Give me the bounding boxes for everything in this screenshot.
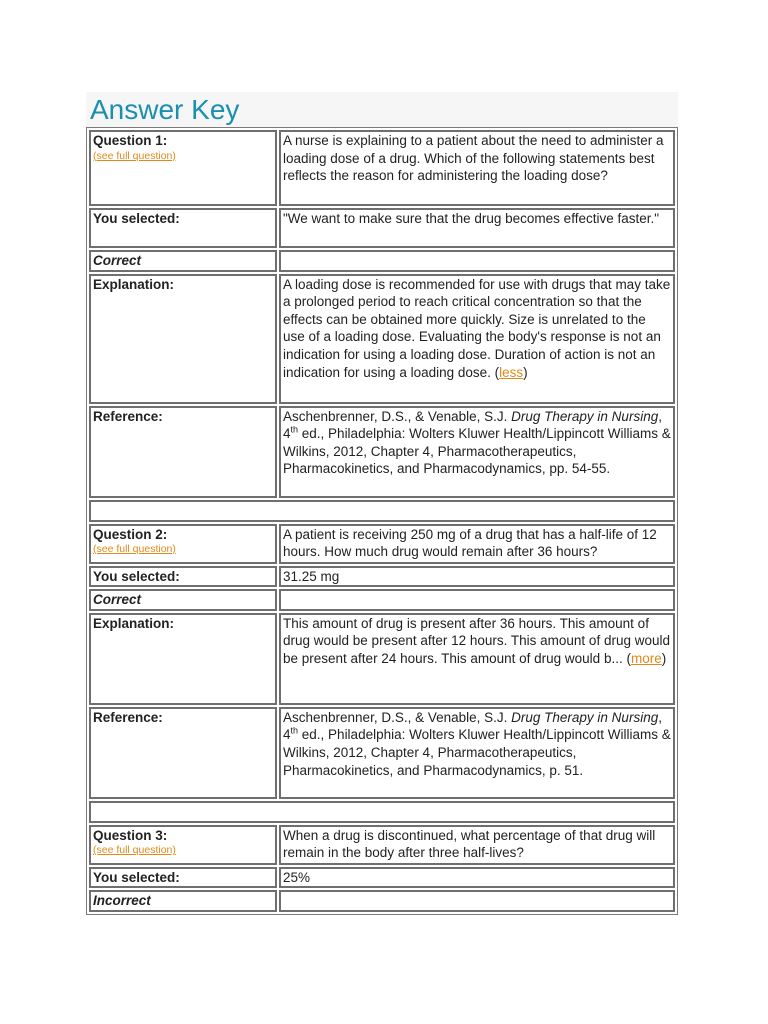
selected-answer: 25% bbox=[279, 867, 675, 889]
selected-row bbox=[89, 566, 675, 588]
separator-row bbox=[89, 801, 675, 823]
ref-rest: ed., Philadelphia: Wolters Kluwer Health/Lippincott Williams & Wilkins, 2012, Chapter 4, Pharmacotherapeutics, Pharmacokinetics, and Pharmacodynamics, p. 51. bbox=[283, 727, 671, 778]
separator-cell bbox=[89, 500, 675, 522]
see-full-question-link[interactable]: (see full question) bbox=[93, 543, 176, 556]
reference-label: Reference: bbox=[89, 707, 277, 799]
question-text: A patient is receiving 250 mg of a drug that has a half-life of 12 hours. How much drug would remain after 36 hours? bbox=[279, 524, 675, 564]
selected-answer: 31.25 mg bbox=[279, 566, 675, 588]
explanation-row bbox=[89, 274, 675, 404]
selected-label: You selected: bbox=[89, 867, 277, 889]
reference-label: Reference: bbox=[89, 406, 277, 498]
see-full-question-link[interactable]: (see full question) bbox=[93, 844, 176, 857]
result-row bbox=[89, 250, 675, 272]
result-correct: Correct bbox=[89, 250, 277, 272]
question-label: Question 3: bbox=[93, 827, 168, 843]
result-incorrect: Incorrect bbox=[89, 890, 277, 912]
selected-row bbox=[89, 867, 675, 889]
page-title: Answer Key bbox=[90, 94, 240, 125]
question-label-cell bbox=[89, 825, 277, 865]
question-row bbox=[89, 130, 675, 206]
question-text: When a drug is discontinued, what percentage of that drug will remain in the body after three half-lives? bbox=[279, 825, 675, 865]
explanation-label: Explanation: bbox=[89, 613, 277, 705]
question-row bbox=[89, 825, 675, 865]
selected-answer: "We want to make sure that the drug becomes effective faster." bbox=[279, 208, 675, 248]
reference-row bbox=[89, 707, 675, 799]
question-label-cell bbox=[89, 524, 277, 564]
ref-edition: , 4 bbox=[283, 709, 662, 743]
result-empty-cell bbox=[279, 890, 675, 912]
selected-row bbox=[89, 208, 675, 248]
ref-title: Drug Therapy in Nursing bbox=[511, 408, 659, 424]
question-text: A nurse is explaining to a patient about the need to administer a loading dose of a drug. Which of the following statements best reflects the reason for administering the loading dose? bbox=[279, 130, 675, 206]
see-full-question-link[interactable]: (see full question) bbox=[93, 149, 176, 162]
result-row bbox=[89, 589, 675, 611]
selected-label: You selected: bbox=[89, 208, 277, 248]
result-empty-cell bbox=[279, 250, 675, 272]
title-bar bbox=[86, 92, 678, 128]
more-link[interactable]: more bbox=[630, 650, 662, 666]
ref-title: Drug Therapy in Nursing bbox=[511, 709, 659, 725]
reference-row bbox=[89, 406, 675, 498]
answer-key-table bbox=[86, 127, 678, 915]
selected-label: You selected: bbox=[89, 566, 277, 588]
ref-rest: ed., Philadelphia: Wolters Kluwer Health/Lippincott Williams & Wilkins, 2012, Chapter 4, Pharmacotherapeutics, Pharmacokinetics, and Pharmacodynamics, pp. 54-55. bbox=[283, 426, 671, 477]
ref-authors: Aschenbrenner, D.S., & Venable, S.J. bbox=[283, 709, 512, 725]
explanation-paren: ) bbox=[661, 650, 667, 666]
question-label: Question 1: bbox=[93, 133, 168, 148]
less-link[interactable]: less bbox=[499, 364, 524, 380]
ref-edition: , 4 bbox=[283, 408, 662, 442]
explanation-body: A loading dose is recommended for use with drugs that may take a prolonged period to reach critical concentration so that the effects can be obtained more quickly. Size is unrelated to the use of a loading dose. Evaluating the body's response is not an indication for using a loading dose. Duration of action is not an indication for using a loading dose. ( bbox=[283, 276, 671, 380]
explanation-body: This amount of drug is present after 36 hours. This amount of drug would be present after 12 hours. This amount of drug would be present after 24 hours. This amount of drug would b... ( bbox=[283, 615, 670, 666]
explanation-paren: ) bbox=[523, 364, 528, 380]
explanation-text bbox=[279, 613, 675, 705]
ref-authors: Aschenbrenner, D.S., & Venable, S.J. bbox=[283, 408, 512, 424]
result-empty-cell bbox=[279, 589, 675, 611]
answer-key-page bbox=[86, 92, 678, 915]
reference-text bbox=[279, 406, 675, 498]
question-row bbox=[89, 524, 675, 564]
result-correct: Correct bbox=[89, 589, 277, 611]
explanation-text bbox=[279, 274, 675, 404]
separator-cell bbox=[89, 801, 675, 823]
result-row bbox=[89, 890, 675, 912]
explanation-label: Explanation: bbox=[89, 274, 277, 404]
question-label-cell bbox=[89, 130, 277, 206]
explanation-row bbox=[89, 613, 675, 705]
ref-edition-sup: th bbox=[290, 424, 299, 435]
question-label: Question 2: bbox=[93, 526, 168, 542]
ref-edition-sup: th bbox=[290, 725, 299, 736]
separator-row bbox=[89, 500, 675, 522]
reference-text bbox=[279, 707, 675, 799]
